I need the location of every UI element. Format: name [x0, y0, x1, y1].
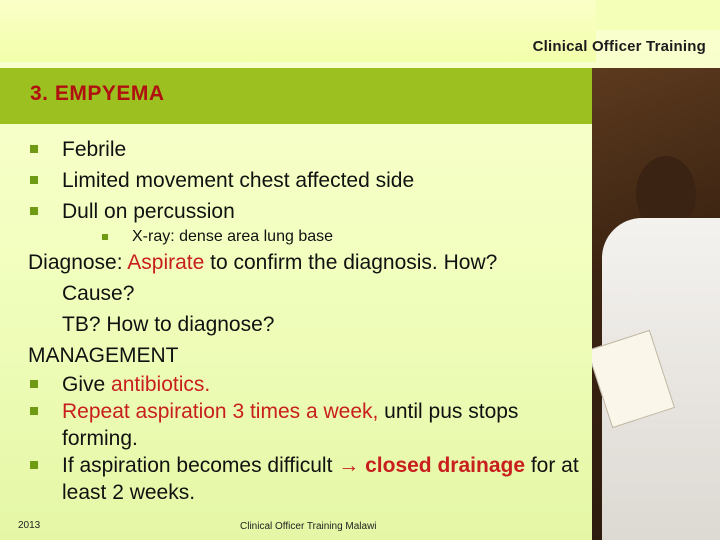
- sign-item: Dull on percussion: [28, 196, 593, 227]
- header-title: Clinical Officer Training: [532, 38, 706, 55]
- diagnose-action: Aspirate: [127, 251, 205, 274]
- diagnose-paragraph: Diagnose: Aspirate to confirm the diagnosis. How?: [28, 251, 498, 274]
- sign-item: Febrile: [28, 134, 593, 165]
- diagnose-label: Diagnose: [28, 251, 117, 274]
- footer-year: 2013: [18, 520, 41, 531]
- management-list: [28, 371, 593, 506]
- footer-center: Clinical Officer Training Malawi: [240, 521, 377, 532]
- sign-item: Limited movement chest affected side: [28, 165, 593, 196]
- bullet-square-icon: [30, 207, 38, 215]
- diagnose-line3: TB? How to diagnose?: [62, 313, 275, 336]
- sub-sign-item: X-ray: dense area lung base: [100, 227, 593, 247]
- management-item: If aspiration becomes difficult → closed drainage for at least 2 weeks.: [28, 452, 593, 506]
- slide-content: [28, 134, 593, 506]
- bullet-square-icon: [30, 145, 38, 153]
- diagnose-line2: Cause?: [62, 282, 135, 305]
- management-heading: MANAGEMENT: [28, 344, 179, 367]
- bullet-square-icon: [30, 461, 38, 469]
- sub-signs-list: [100, 227, 593, 247]
- management-item: Repeat aspiration 3 times a week, until pus stops forming.: [28, 398, 593, 452]
- bullet-square-icon: [30, 380, 38, 388]
- arrow-right-icon: →: [338, 454, 360, 477]
- management-item: Give antibiotics.: [28, 371, 593, 398]
- signs-list: [28, 134, 593, 227]
- section-title: 3. EMPYEMA: [30, 82, 165, 105]
- top-banner-right: [596, 0, 720, 30]
- bullet-square-icon: [30, 407, 38, 415]
- bullet-square-icon: [102, 234, 108, 240]
- top-banner: [0, 0, 596, 62]
- nurse-reading-photo: [592, 68, 720, 540]
- bullet-square-icon: [30, 176, 38, 184]
